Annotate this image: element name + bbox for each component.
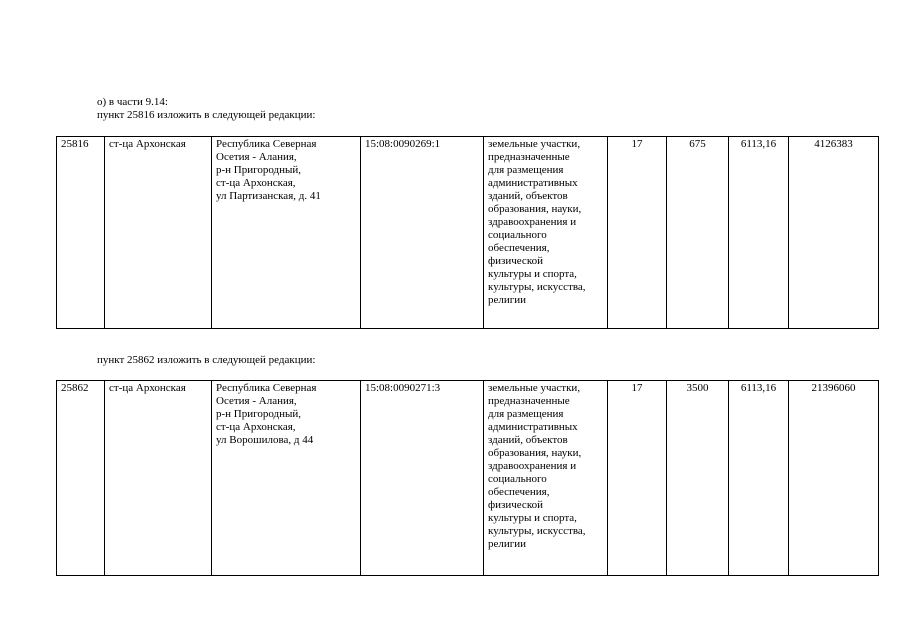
cell-address: [212, 137, 361, 329]
entry-heading-2: пункт 25862 изложить в следующей редакции:: [97, 354, 316, 366]
cell-land-use: [484, 381, 608, 576]
cell-area: 675: [667, 137, 729, 329]
cell-land-use: [484, 137, 608, 329]
cell-specific-value: 6113,16: [729, 137, 789, 329]
cell-address: [212, 381, 361, 576]
address-text: Республика Северная Осетия - Алания, р-н Пригородный, ст-ца Архонская, ул Ворошилова, д 44: [216, 382, 317, 446]
cell-id: 25862: [57, 381, 105, 576]
cell-id: 25816: [57, 137, 105, 329]
address-text: Республика Северная Осетия - Алания, р-н Пригородный, ст-ца Архонская, ул Партизанская, д. 41: [216, 138, 321, 202]
land-use-text: земельные участки, предназначенные для размещения административных зданий, объектов образования, науки, здравоохранения и социального обеспечения, физической культуры и спорта, культуры, искусства, религии: [488, 382, 586, 550]
cell-locality: ст-ца Архонская: [105, 137, 212, 329]
cell-group: 17: [608, 381, 667, 576]
cell-cadastral-number: 15:08:0090269:1: [361, 137, 484, 329]
cell-cadastral-value: 4126383: [789, 137, 879, 329]
entry-heading-1: пункт 25816 изложить в следующей редакции:: [97, 109, 316, 121]
registry-table-1: [56, 136, 879, 329]
registry-table-2: [56, 380, 879, 576]
cell-area: 3500: [667, 381, 729, 576]
cell-specific-value: 6113,16: [729, 381, 789, 576]
cell-group: 17: [608, 137, 667, 329]
cell-cadastral-value: 21396060: [789, 381, 879, 576]
cell-cadastral-number: 15:08:0090271:3: [361, 381, 484, 576]
table-row: [57, 137, 879, 329]
table-row: [57, 381, 879, 576]
intro-line: о) в части 9.14:: [97, 96, 168, 108]
cell-locality: ст-ца Архонская: [105, 381, 212, 576]
land-use-text: земельные участки, предназначенные для размещения административных зданий, объектов образования, науки, здравоохранения и социального обеспечения, физической культуры и спорта, культуры, искусства, религии: [488, 138, 586, 306]
